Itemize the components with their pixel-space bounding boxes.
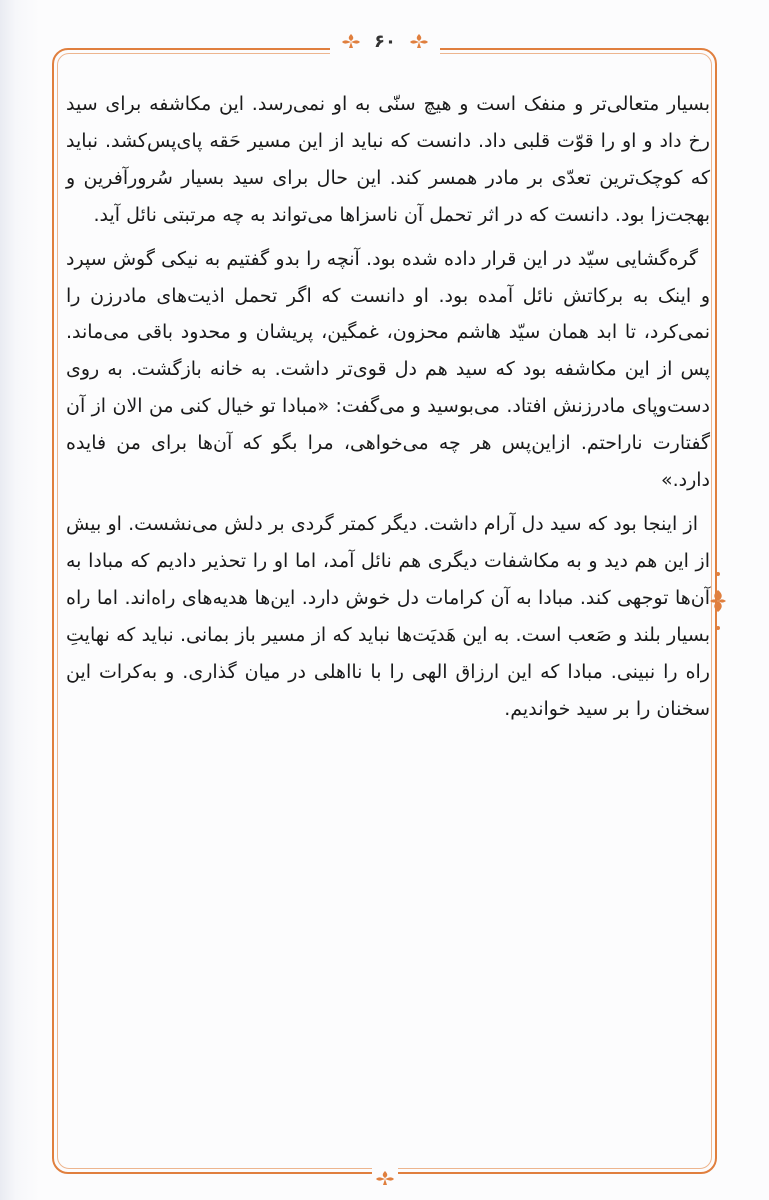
side-fleuron-icon <box>708 568 728 634</box>
footer-ornament <box>372 1168 398 1188</box>
paragraph-2: گره‌گشایی سیّد در این قرار داده شده بود. آنچه را بدو گفتیم به نیکی گوش سپرد و اینک به برکاتش نائل آمده بود. او دانست که اگر تحمل اذیت‌های مادرزن را نمی‌کرد، تا ابد همان سیّد هاشم محزون، غمگین، پریشان و محدود باقی می‌ماند. پس از این مکاشفه بود که سید هم دل قوی‌تر داشت. به خانه بازگشت. به روی دست‌وپای مادرزنش افتاد. می‌بوسید و می‌گفت: «مبادا تو خیال کنی من الان از آن گفتارت ناراحتم. ازاین‌پس هر چه می‌خواهی، مرا بگو که آن‌ها برای من فایده دارد.» <box>66 247 710 492</box>
fleuron-left-icon <box>340 33 362 49</box>
fleuron-right-icon <box>408 33 430 49</box>
page-header <box>330 28 440 54</box>
body-text <box>66 86 710 734</box>
paragraph-3: از اینجا بود که سید دل آرام داشت. دیگر کمتر گردی بر دلش می‌نشست. او بیش از این هم دید و به مکاشفات دیگری هم نائل آمد، اما او را تحذیر دادیم که مبادا به آن‌ها توجهی کند. مبادا به آن کرامات دل خوش دارد. این‌ها هدیه‌های راه‌اند. اما راه بسیار بلند و صَعب است. به این هَدیَت‌ها نباید که از مسیر باز بمانی. نباید که نهایتِ راه را نبینی. مبادا که این ارزاق الهی را با نااهلی در میان گذاری. و به‌کرات این سخنان را بر سید خواندیم. <box>66 512 710 720</box>
footer-fleuron-icon <box>374 1170 396 1186</box>
paragraph-1: بسیار متعالی‌تر و منفک است و هیچ سنّی به او نمی‌رسد. این مکاشفه برای سید رخ داد و او را قوّت قلبی داد. دانست که نباید از این مسیر حَقه پای‌پس‌کشد. نباید که کوچک‌ترین تعدّی بر مادر همسر کند. این حال برای سید بسیار سُرورآفرین و بهجت‌زا بود. دانست که در اثر تحمل آن ناسزاها می‌تواند به چه مرتبتی نائل آید. <box>66 93 710 226</box>
page-number: ۶۰ <box>374 30 396 52</box>
